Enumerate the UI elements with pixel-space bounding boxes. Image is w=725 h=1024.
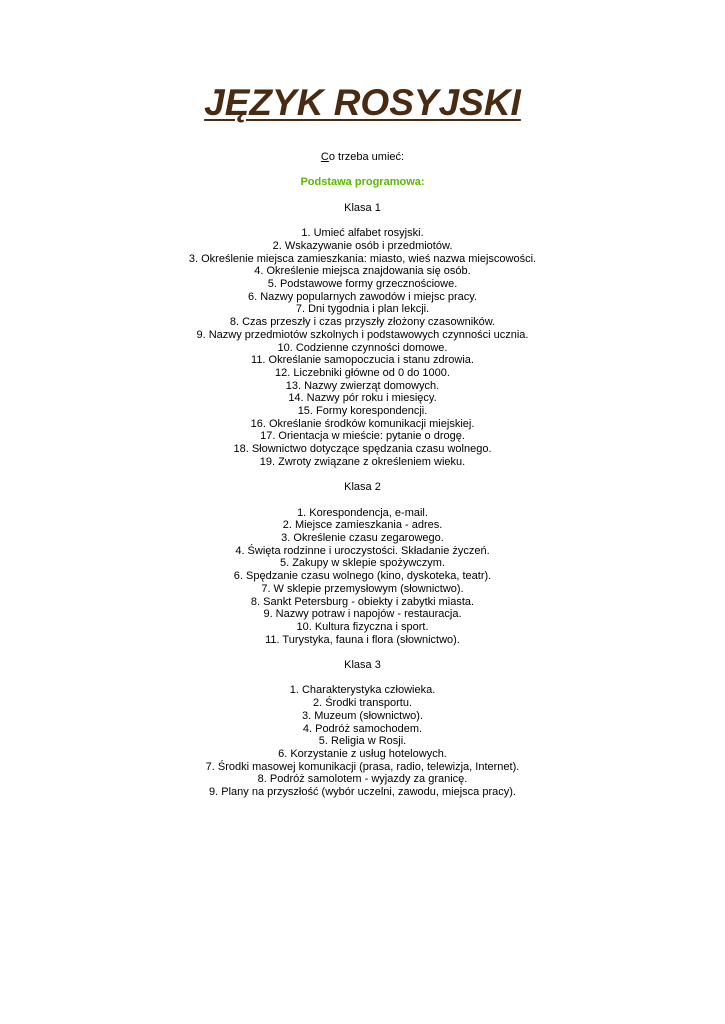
list-item: 8. Czas przeszły i czas przyszły złożony czasowników. xyxy=(229,316,496,329)
list-item: 8. Sankt Petersburg - obiekty i zabytki miasta. xyxy=(250,595,475,608)
subtitle xyxy=(0,151,725,164)
list-item: 1. Umieć alfabet rosyjski. xyxy=(301,227,424,240)
list-item: 10. Kultura fizyczna i sport. xyxy=(296,620,429,633)
list-item: 8. Podróż samolotem - wyjazdy za granicę. xyxy=(257,773,468,786)
list-item: 5. Podstawowe formy grzecznościowe. xyxy=(267,277,458,290)
list-item: 7. Dni tygodnia i plan lekcji. xyxy=(295,303,430,316)
list-item: 9. Nazwy potraw i napojów - restauracja. xyxy=(263,608,462,621)
list-item: 6. Spędzanie czasu wolnego (kino, dyskoteka, teatr). xyxy=(233,570,492,583)
list-item: 18. Słownictwo dotyczące spędzania czasu wolnego. xyxy=(233,443,492,456)
document-body xyxy=(0,151,725,799)
section-heading: Podstawa programowa: xyxy=(300,176,425,189)
list-item: 5. Religia w Rosji. xyxy=(318,735,407,748)
list-item: 2. Miejsce zamieszkania - adres. xyxy=(282,519,443,532)
list-item: 3. Określenie miejsca zamieszkania: miasto, wieś nazwa miejscowości. xyxy=(188,252,537,265)
list-item: 2. Środki transportu. xyxy=(312,697,413,710)
classes-list xyxy=(0,202,725,799)
list-item: 9. Plany na przyszłość (wybór uczelni, zawodu, miejsca pracy). xyxy=(209,786,516,799)
list-item: 2. Wskazywanie osób i przedmiotów. xyxy=(272,239,453,252)
list-item: 3. Muzeum (słownictwo). xyxy=(301,709,424,722)
list-item: 4. Podróż samochodem. xyxy=(302,722,423,735)
page-title: JĘZYK ROSYJSKI xyxy=(204,82,521,123)
list-item: 6. Nazwy popularnych zawodów i miejsc pracy. xyxy=(247,290,478,303)
list-item: 13. Nazwy zwierząt domowych. xyxy=(285,379,440,392)
list-item: 15. Formy korespondencji. xyxy=(297,405,428,418)
list-item: 9. Nazwy przedmiotów szkolnych i podstawowych czynności ucznia. xyxy=(196,328,529,341)
list-item: 3. Określenie czasu zegarowego. xyxy=(281,532,444,545)
list-item: 4. Określenie miejsca znajdowania się osób. xyxy=(254,265,471,278)
list-item: 14. Nazwy pór roku i miesięcy. xyxy=(288,392,437,405)
list-item: 17. Orientacja w mieście: pytanie o drogę. xyxy=(260,430,465,443)
class-heading: Klasa 2 xyxy=(344,481,381,494)
subtitle-first-letter: C xyxy=(320,151,329,163)
subtitle-rest: o trzeba umieć: xyxy=(328,151,405,163)
class-heading: Klasa 1 xyxy=(344,201,381,214)
list-item: 7. W sklepie przemysłowym (słownictwo). xyxy=(261,582,464,595)
list-item: 7. Środki masowej komunikacji (prasa, radio, telewizja, Internet). xyxy=(205,760,520,773)
list-item: 1. Korespondencja, e-mail. xyxy=(297,506,428,519)
list-item: 12. Liczebniki główne od 0 do 1000. xyxy=(275,366,450,379)
list-item: 16. Określanie środków komunikacji miejskiej. xyxy=(250,417,475,430)
class-heading: Klasa 3 xyxy=(344,659,381,672)
list-item: 1. Charakterystyka człowieka. xyxy=(289,684,436,697)
list-item: 5. Zakupy w sklepie spożywczym. xyxy=(279,557,446,570)
list-item: 19. Zwroty związane z określeniem wieku. xyxy=(259,455,466,468)
list-item: 10. Codzienne czynności domowe. xyxy=(277,341,448,354)
list-item: 11. Turystyka, fauna i flora (słownictwo). xyxy=(265,633,460,646)
list-item: 6. Korzystanie z usług hotelowych. xyxy=(278,747,447,760)
list-item: 4. Święta rodzinne i uroczystości. Składanie życzeń. xyxy=(235,544,490,557)
list-item: 11. Określanie samopoczucia i stanu zdrowia. xyxy=(251,354,474,367)
